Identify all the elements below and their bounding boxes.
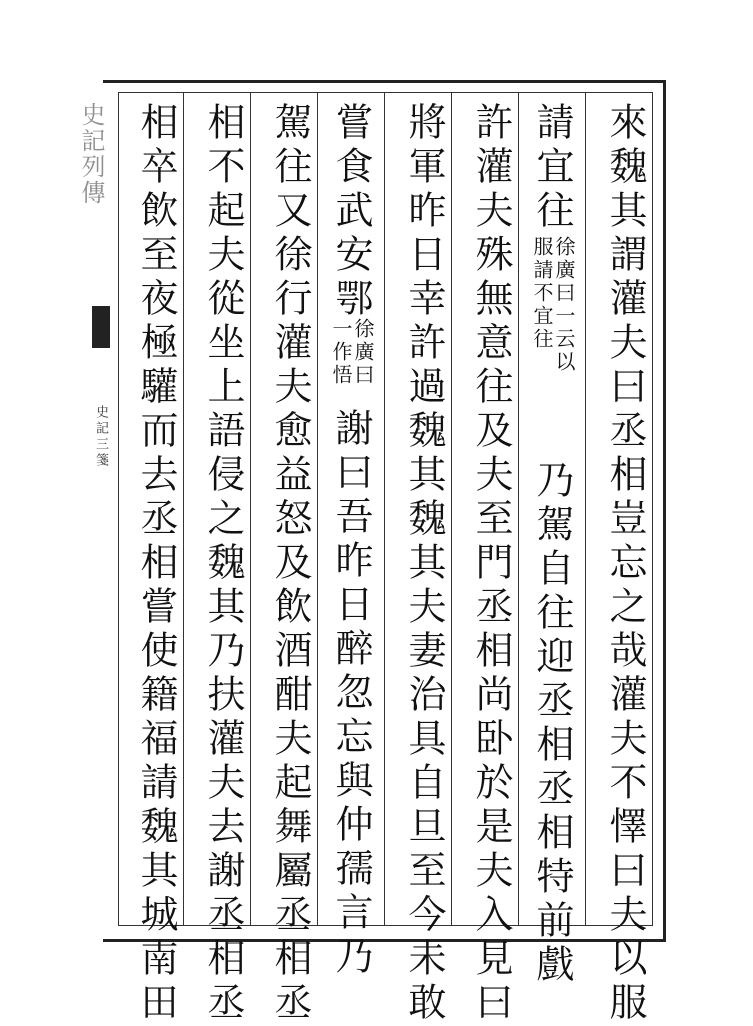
text-column-3: 許灌夫殊無意往及夫至門丞相尚卧於是夫入見曰 [469, 102, 513, 1026]
column-2-note-left: 服請不宜往 [530, 236, 554, 351]
column-rule [384, 92, 385, 926]
text-column-8: 相卒飲至夜極驩而去丞相嘗使籍福請魏其城南田 [134, 102, 178, 1026]
column-5-main-after: 謝曰吾昨日醉忽忘與仲孺言乃 [329, 408, 373, 980]
text-column-1: 來魏其謂灌夫曰丞相豈忘之哉灌夫不懌曰夫以服 [603, 102, 647, 1026]
margin-section-label: 史記三箋 [93, 405, 108, 469]
column-5-note-left: 一作悟 [329, 318, 353, 387]
column-2-note-right: 徐廣曰一云以 [552, 236, 576, 374]
column-rule [250, 92, 251, 926]
text-column-4: 將軍昨日幸許過魏其魏其夫妻治具自旦至今未敢 [402, 102, 446, 1026]
column-rule [317, 92, 318, 926]
column-2-main-after: 乃駕自往迎丞相丞相特前戲 [530, 460, 574, 988]
column-rule [585, 92, 586, 926]
column-rule [518, 92, 519, 926]
margin-book-title: 史記列傳 [77, 102, 105, 206]
column-rule [183, 92, 184, 926]
column-rule [451, 92, 452, 926]
margin-black-marker [92, 306, 110, 348]
text-column-6: 駕往又徐行灌夫愈益怒及飲酒酣夫起舞屬丞相丞 [268, 102, 312, 1026]
text-column-7: 相不起夫從坐上語侵之魏其乃扶灌夫去謝丞相丞 [201, 102, 245, 1026]
column-5-note-right: 徐廣曰 [351, 318, 375, 387]
column-2-main-before: 請宜往 [530, 102, 574, 234]
column-5-main-before: 嘗食武安鄂 [329, 102, 373, 322]
